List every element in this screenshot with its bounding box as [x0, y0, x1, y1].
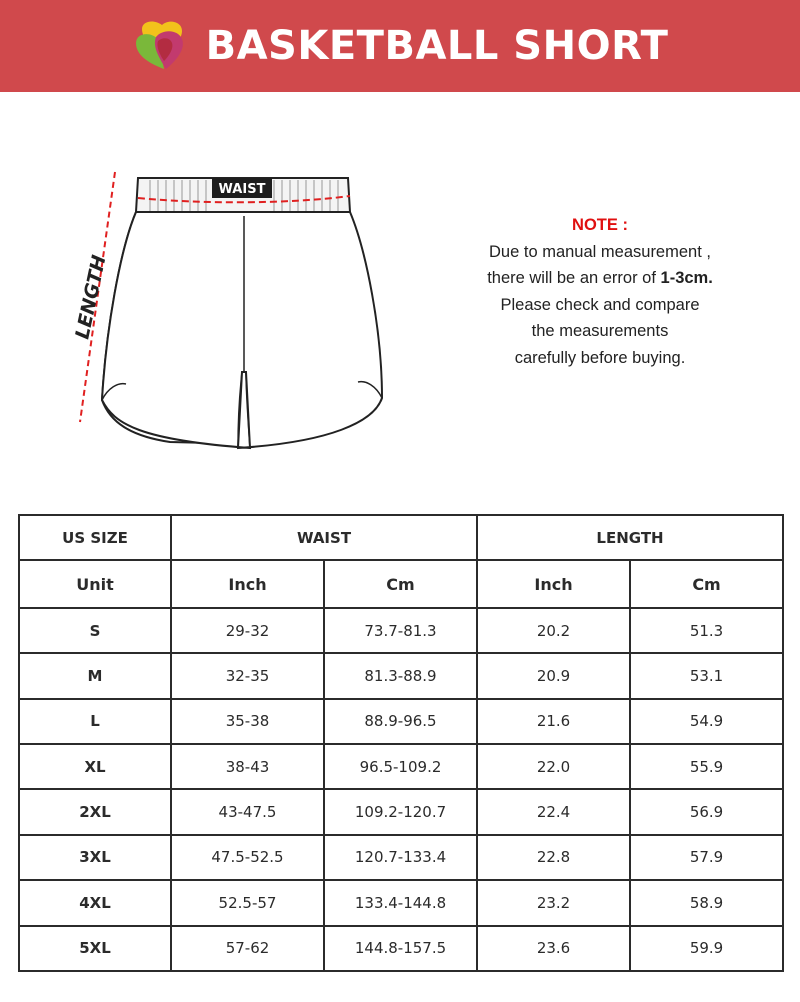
length-cm-cell: 58.9 [630, 880, 783, 925]
length-inch-cell: 23.2 [477, 880, 630, 925]
note-line-2 [460, 265, 740, 292]
length-inch-cell: 21.6 [477, 699, 630, 744]
note-line-5: carefully before buying. [514, 348, 686, 367]
length-cm-cell: 53.1 [630, 653, 783, 698]
waist-inch-cell: 38-43 [171, 744, 324, 789]
table-row [19, 835, 783, 880]
table-row [19, 880, 783, 925]
note-line-3: Please check and compare [500, 295, 700, 314]
table-header-row [19, 515, 783, 560]
waist-cm-cell: 109.2-120.7 [324, 789, 477, 834]
tricolor-heart-logo-icon [132, 15, 194, 77]
note-title: NOTE : [572, 216, 628, 234]
length-cm-cell: 57.9 [630, 835, 783, 880]
table-row [19, 699, 783, 744]
size-cell: 4XL [19, 880, 171, 925]
unit-length-cm: Cm [630, 560, 783, 608]
size-cell: 5XL [19, 926, 171, 971]
size-cell: L [19, 699, 171, 744]
size-cell: M [19, 653, 171, 698]
note-line-2-prefix: there will be an error of [487, 269, 661, 287]
length-inch-cell: 22.4 [477, 789, 630, 834]
waist-label: WAIST [218, 182, 266, 197]
table-row [19, 744, 783, 789]
length-cm-cell: 55.9 [630, 744, 783, 789]
waist-inch-cell: 35-38 [171, 699, 324, 744]
length-inch-cell: 20.2 [477, 608, 630, 653]
unit-label: Unit [19, 560, 171, 608]
table-row [19, 608, 783, 653]
waist-cm-cell: 144.8-157.5 [324, 926, 477, 971]
unit-waist-inch: Inch [171, 560, 324, 608]
length-inch-cell: 22.8 [477, 835, 630, 880]
length-cm-cell: 56.9 [630, 789, 783, 834]
table-row [19, 789, 783, 834]
size-cell: XL [19, 744, 171, 789]
length-cm-cell: 59.9 [630, 926, 783, 971]
length-label: LENGTH [71, 253, 111, 342]
waist-inch-cell: 52.5-57 [171, 880, 324, 925]
waist-cm-cell: 88.9-96.5 [324, 699, 477, 744]
page-header [0, 0, 800, 92]
shorts-diagram [60, 160, 400, 460]
table-row [19, 653, 783, 698]
table-unit-row [19, 560, 783, 608]
waist-cm-cell: 120.7-133.4 [324, 835, 477, 880]
waist-inch-cell: 47.5-52.5 [171, 835, 324, 880]
note-error-range: 1-3cm. [660, 269, 713, 287]
waist-cm-cell: 73.7-81.3 [324, 608, 477, 653]
size-chart-table [18, 514, 784, 972]
waist-cm-cell: 81.3-88.9 [324, 653, 477, 698]
header-us-size: US SIZE [19, 515, 171, 560]
page-title: BASKETBALL SHORT [205, 23, 669, 69]
size-cell: 2XL [19, 789, 171, 834]
note-line-1: Due to manual measurement , [489, 242, 711, 261]
length-cm-cell: 51.3 [630, 608, 783, 653]
waist-inch-cell: 32-35 [171, 653, 324, 698]
length-inch-cell: 22.0 [477, 744, 630, 789]
header-length: LENGTH [477, 515, 783, 560]
waist-cm-cell: 96.5-109.2 [324, 744, 477, 789]
table-row [19, 926, 783, 971]
unit-waist-cm: Cm [324, 560, 477, 608]
length-inch-cell: 20.9 [477, 653, 630, 698]
waist-inch-cell: 57-62 [171, 926, 324, 971]
waist-inch-cell: 29-32 [171, 608, 324, 653]
length-inch-cell: 23.6 [477, 926, 630, 971]
note-line-4: the measurements [531, 322, 669, 340]
waist-inch-cell: 43-47.5 [171, 789, 324, 834]
unit-length-inch: Inch [477, 560, 630, 608]
size-cell: S [19, 608, 171, 653]
waist-cm-cell: 133.4-144.8 [324, 880, 477, 925]
length-cm-cell: 54.9 [630, 699, 783, 744]
size-cell: 3XL [19, 835, 171, 880]
measurement-note [460, 212, 740, 371]
header-waist: WAIST [171, 515, 477, 560]
